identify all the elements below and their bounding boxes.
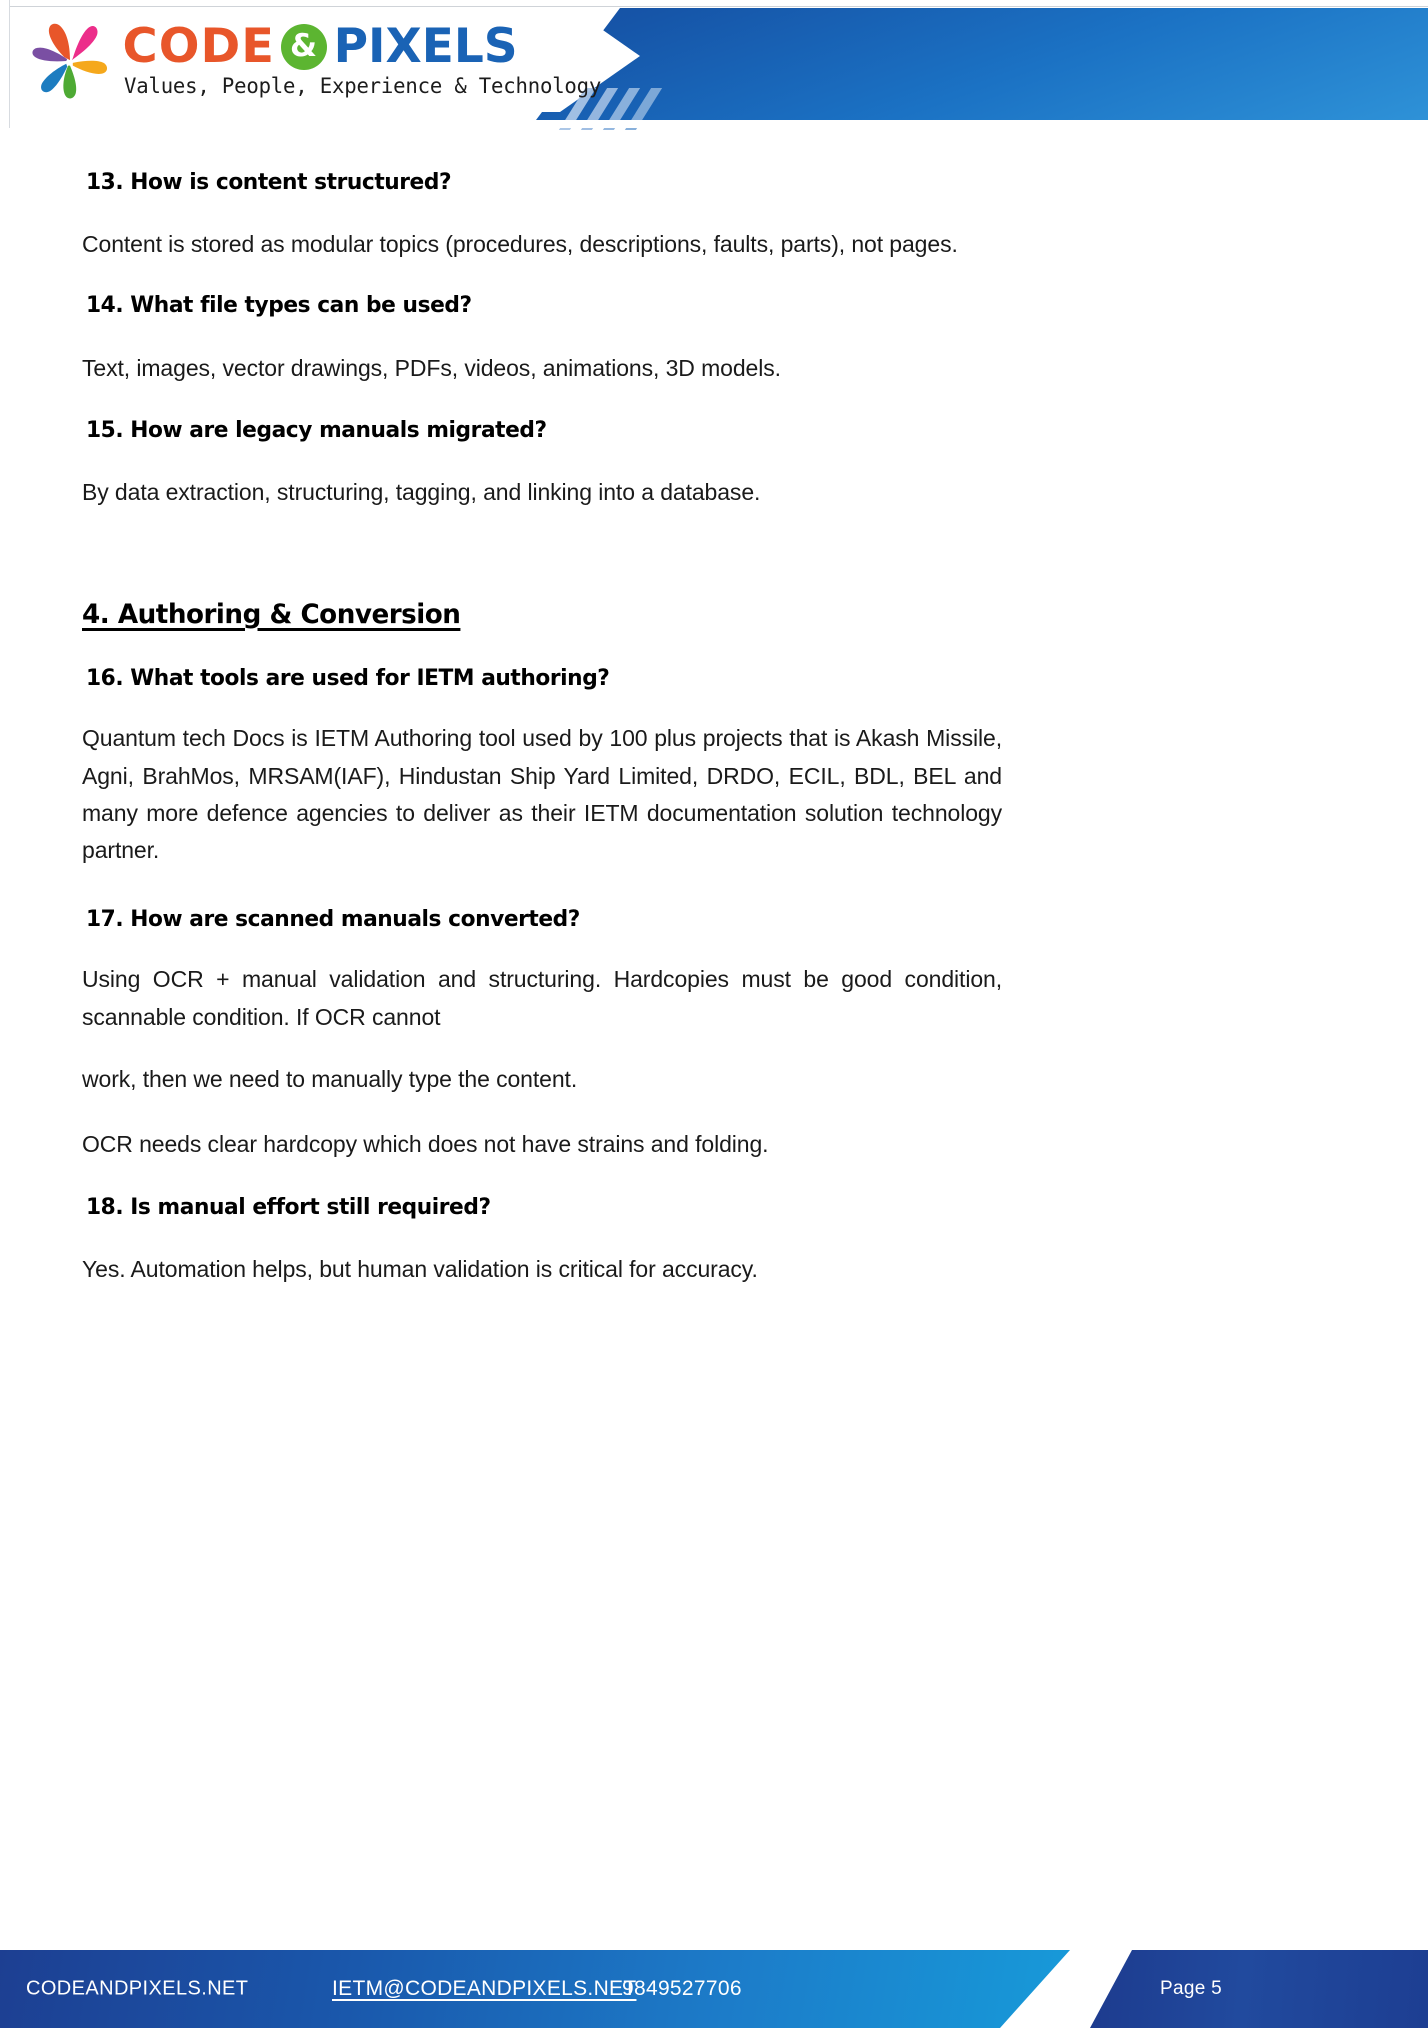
section-4-title: 4. Authoring & Conversion	[82, 599, 461, 631]
question-17-heading: 17. How are scanned manuals converted?	[86, 906, 580, 933]
footer-website: CODEANDPIXELS.NET	[26, 1977, 249, 2000]
question-15-answer: By data extraction, structuring, tagging, and linking into a database.	[82, 478, 761, 505]
footer-phone: 9849527706	[622, 1977, 742, 2000]
document-body	[82, 168, 1002, 1288]
question-16-answer: Quantum tech Docs is IETM Authoring tool used by 100 plus projects that is Akash Missile, Agni, BrahMos, MRSAM(IAF), Hindustan Ship Yard Limited, DRDO, ECIL, BDL, BEL and many more defence agencies to deliver as their IETM documentation solution technology partner.	[82, 725, 1002, 863]
question-18-heading: 18. Is manual effort still required?	[86, 1194, 491, 1221]
logo-word-code: CODE	[122, 19, 276, 74]
question-18-answer: Yes. Automation helps, but human validation is critical for accuracy.	[82, 1255, 758, 1282]
footer-top-divider	[0, 1900, 1428, 1902]
question-13-answer: Content is stored as modular topics (procedures, descriptions, faults, parts), not pages.	[82, 231, 958, 258]
question-15-heading: 15. How are legacy manuals migrated?	[86, 416, 547, 443]
header-top-divider	[0, 0, 1428, 7]
logo-wordmark	[122, 19, 621, 99]
question-13-heading: 13. How is content structured?	[86, 169, 452, 195]
pinwheel-logo-icon	[22, 19, 118, 103]
header-bottom-divider	[0, 120, 1428, 128]
header-left-margin-rule	[0, 0, 10, 128]
footer-page-number: Page 5	[1160, 1978, 1223, 1999]
logo-tagline: Values, People, Experience & Technology	[124, 74, 602, 99]
logo-word-pixels: PIXELS	[333, 19, 518, 74]
footer-email-link[interactable]: IETM@CODEANDPIXELS.NET	[332, 1977, 637, 2000]
company-logo	[22, 14, 602, 108]
question-16-heading: 16. What tools are used for IETM authoring?	[86, 665, 610, 692]
page-header	[0, 0, 1428, 128]
page-footer	[0, 1900, 1428, 2028]
question-17-answer-part1: Using OCR + manual validation and structuring. Hardcopies must be good condition, scannable condition. If OCR cannot	[82, 966, 1002, 1030]
question-17-answer-part2: work, then we need to manually type the content.	[82, 1065, 578, 1092]
question-14-heading: 14. What file types can be used?	[86, 292, 472, 319]
logo-ampersand-badge: &	[281, 24, 327, 70]
question-17-answer-part3: OCR needs clear hardcopy which does not have strains and folding.	[82, 1131, 769, 1158]
question-14-answer: Text, images, vector drawings, PDFs, videos, animations, 3D models.	[82, 354, 781, 381]
